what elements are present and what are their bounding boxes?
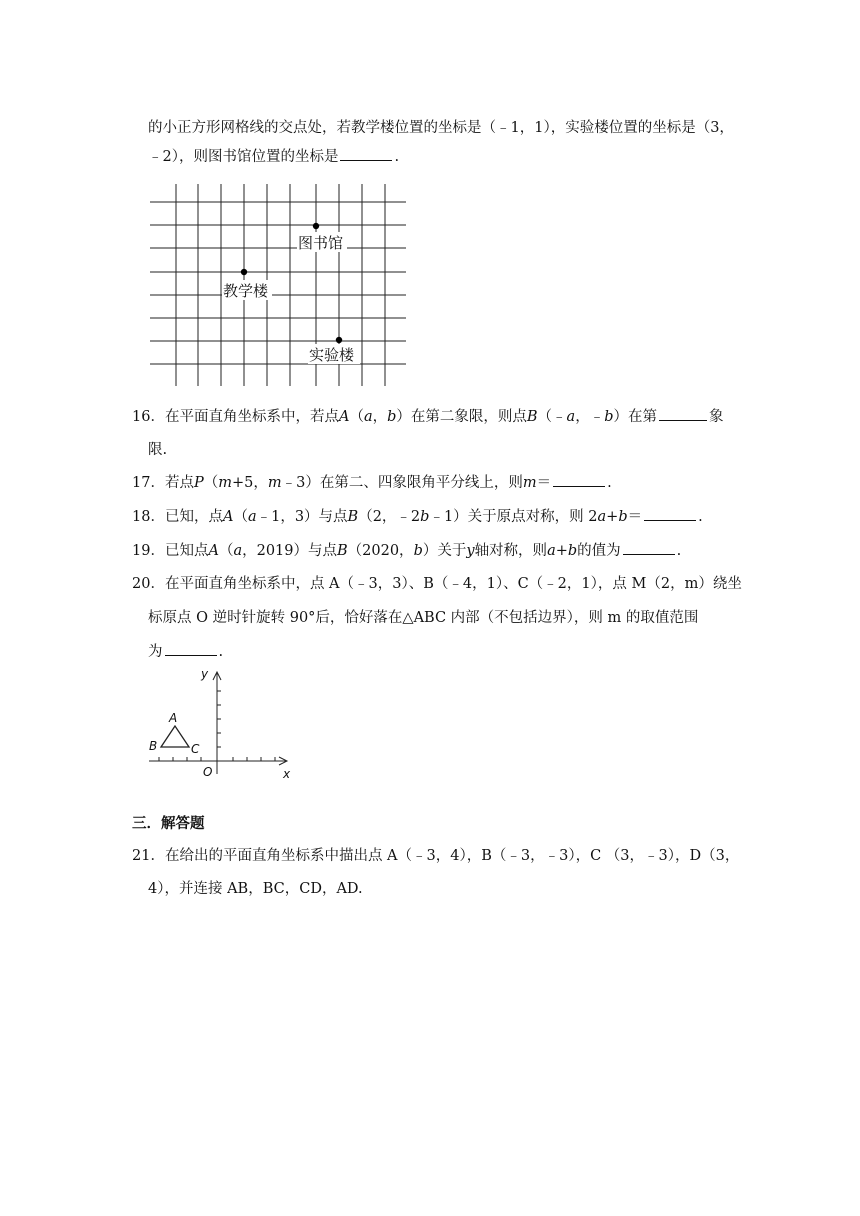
teaching-building-point xyxy=(241,269,247,275)
answer-blank[interactable] xyxy=(644,506,696,521)
q20-line-3: 为 . xyxy=(148,641,223,662)
coordinate-axes-figure xyxy=(145,664,305,784)
answer-blank[interactable] xyxy=(623,540,675,555)
q21-line-2: 4），并连接 AB，BC，CD，AD. xyxy=(148,881,363,897)
section-3-title: 三．解答题 xyxy=(132,816,205,832)
teaching-building-label: 教学楼 xyxy=(223,282,269,300)
lab-building-point xyxy=(336,337,342,343)
library-label: 图书馆 xyxy=(298,234,344,252)
q21-line-1: 21．在给出的平面直角坐标系中描出点 A（﹣3，4），B（﹣3，﹣3），C （3，﹣3），D（3， xyxy=(132,848,740,864)
q15-line-1: 的小正方形网格线的交点处，若教学楼位置的坐标是（﹣1，1），实验楼位置的坐标是（3， xyxy=(148,120,734,136)
q19-line: 19．已知点A（a，2019）与点B（2020，b）关于y轴对称，则a+b的值为 . xyxy=(132,540,681,561)
point-b-label: B xyxy=(149,739,158,753)
q15-line-2: ﹣2），则图书馆位置的坐标是 . xyxy=(148,146,399,167)
q16-line-1: 16．在平面直角坐标系中，若点A（a，b）在第二象限，则点B（﹣a，﹣b）在第 象 xyxy=(132,406,724,427)
triangle-abc xyxy=(161,726,189,747)
library-point xyxy=(313,223,319,229)
lab-building-label: 实验楼 xyxy=(309,346,355,364)
q20-line-2: 标原点 O 逆时针旋转 90°后，恰好落在△ABC 内部（不包括边界），则 m 的取值范围 xyxy=(148,610,699,626)
y-axis-label: y xyxy=(201,667,209,681)
answer-blank[interactable] xyxy=(659,406,707,421)
x-axis-label: x xyxy=(283,767,291,781)
q16-line-2: 限. xyxy=(148,442,168,458)
answer-blank[interactable] xyxy=(340,146,392,161)
point-c-label: C xyxy=(191,742,200,756)
answer-blank[interactable] xyxy=(165,641,217,656)
q17-line: 17．若点P（m+5，m﹣3）在第二、四象限角平分线上，则m＝ . xyxy=(132,472,612,493)
point-a-label: A xyxy=(169,711,178,725)
q18-line: 18．已知，点A（a﹣1，3）与点B（2，﹣2b﹣1）关于原点对称，则 2a+b＝ . xyxy=(132,506,703,527)
campus-grid-figure xyxy=(150,180,412,390)
answer-blank[interactable] xyxy=(553,472,605,487)
origin-label: O xyxy=(203,765,213,779)
q20-line-1: 20．在平面直角坐标系中，点 A（﹣3，3）、B（﹣4，1）、C（﹣2，1），点 M（2，m）绕坐 xyxy=(132,576,742,592)
grid-lines xyxy=(150,184,406,386)
